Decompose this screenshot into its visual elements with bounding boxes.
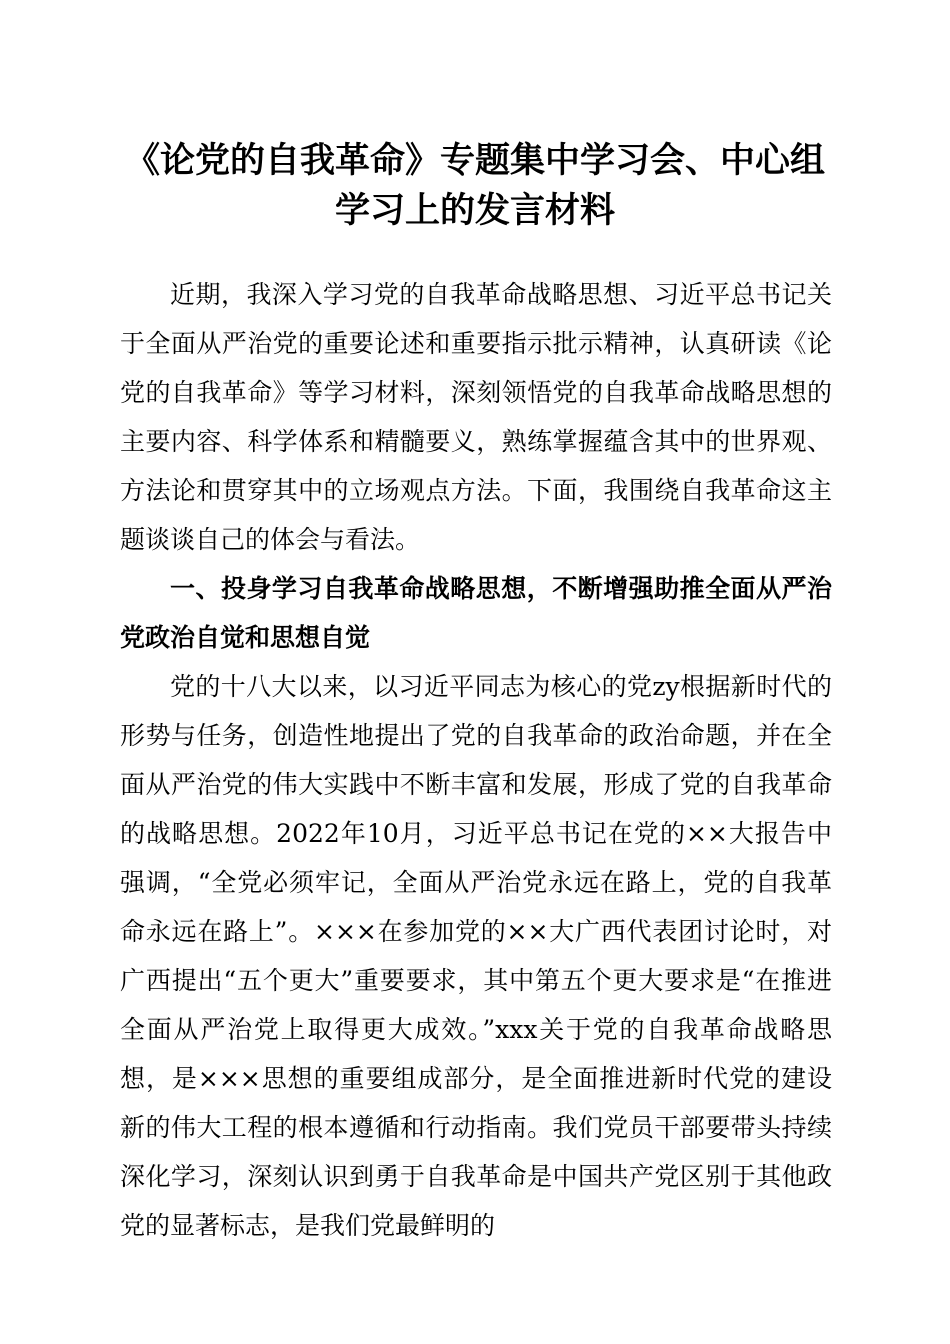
paragraph-intro: 近期，我深入学习党的自我革命战略思想、习近平总书记关于全面从严治党的重要论述和重要指示批示精神，认真研读《论党的自我革命》等学习材料，深刻领悟党的自我革命战略思想的主要内容、科学体系和精髓要义，熟练掌握蕴含其中的世界观、方法论和贯穿其中的立场观点方法。下面，我围绕自我革命这主题谈谈自己的体会与看法。	[120, 280, 832, 554]
paragraph-section-1: 党的十八大以来，以习近平同志为核心的党zy根据新时代的形势与任务，创造性地提出了党的自我革命的政治命题，并在全面从严治党的伟大实践中不断丰富和发展，形成了党的自我革命的战略思想。2022年10月，习近平总书记在党的××大报告中强调，“全党必须牢记，全面从严治党永远在路上，党的自我革命永远在路上”。×××在参加党的××大广西代表团讨论时，对广西提出“五个更大”重要要求，其中第五个更大要求是“在推进全面从严治党上取得更大成效。”xxx关于党的自我革命战略思想，是×××思想的重要组成部分，是全面推进新时代党的建设新的伟大工程的根本遵循和行动指南。我们党员干部要带头持续深化学习，深刻认识到勇于自我革命是中国共产党区别于其他政党的显著标志，是我们党最鲜明的	[120, 672, 832, 1240]
document-title	[110, 136, 840, 236]
title-line-1: 《论党的自我革命》专题集中学习会、中心组	[124, 140, 825, 181]
section-heading-1: 一、投身学习自我革命战略思想，不断增强助推全面从严治党政治自觉和思想自觉	[120, 574, 832, 652]
title-line-2: 学习上的发言材料	[334, 190, 615, 231]
document-body	[120, 270, 832, 1250]
